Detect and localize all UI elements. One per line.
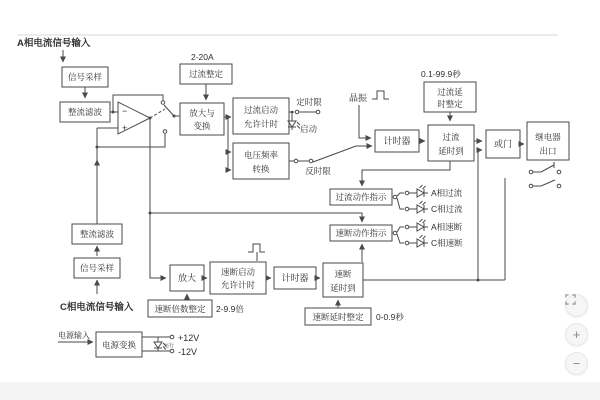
selector-arm	[313, 146, 356, 162]
phase-a-input-label: A相电流信号输入	[17, 38, 91, 49]
relay-exit-label1: 继电器	[535, 132, 561, 142]
oc-action-indicator-label: 过流动作指示	[335, 192, 387, 202]
vf-convert-label1: 电压频率	[243, 150, 279, 160]
relay-contact-icon	[529, 162, 561, 174]
qb-timer-label: 计时器	[281, 273, 309, 283]
v-plus-label: +12V	[178, 333, 200, 343]
start-led-label: 启动	[300, 124, 318, 134]
amp-convert-label1: 放大与	[189, 108, 215, 118]
fullscreen-icon	[565, 294, 576, 305]
v-minus-label: -12V	[178, 347, 198, 357]
rectify-filter-c-label: 整流滤波	[79, 229, 115, 239]
inverse-time-label: 反时限	[305, 166, 331, 176]
or-gate-label: 或门	[493, 139, 513, 149]
phase-c-chain	[60, 224, 134, 313]
signal-sample-c-label: 信号采样	[79, 263, 115, 273]
signal-sample-a-label: 信号采样	[67, 72, 103, 82]
led-icon	[413, 185, 428, 197]
vf-convert-label2: 转换	[252, 164, 270, 174]
qb-multiple-setting-label: 速断倍数整定	[154, 304, 206, 314]
fullscreen-button[interactable]	[565, 294, 588, 317]
relay-exit-label2: 出口	[539, 146, 557, 156]
oc-start-label2: 允许计时	[243, 119, 279, 129]
led-icon	[413, 201, 428, 213]
phase-c-input-label: C相电流信号输入	[60, 302, 134, 313]
zoom-out-button[interactable]: −	[565, 352, 588, 375]
oc-delay-reached-label1: 过流	[442, 132, 460, 142]
relay-contact-icon	[529, 180, 561, 188]
quick-break-chain	[148, 244, 505, 325]
oc-setting-group	[180, 52, 232, 100]
switch-control-dashed	[150, 109, 165, 118]
zoom-in-button[interactable]: +	[565, 323, 588, 346]
led-icon	[413, 219, 428, 231]
oc-start-label1: 过流启动	[243, 105, 279, 115]
oc-setting-range-label: 2-20A	[191, 52, 214, 62]
phase-a-chain	[17, 37, 110, 122]
crystal-label: 晶振	[349, 93, 368, 103]
run-led-label: 运行	[164, 343, 175, 349]
comparator-plus: +	[122, 123, 128, 133]
led-label-a-oc: A相过流	[431, 188, 463, 198]
oc-main-chain	[180, 98, 289, 179]
qb-start-label1: 速断启动	[220, 267, 256, 277]
viewer-bottom-band	[0, 382, 600, 400]
power-input-label: 电源输入	[58, 331, 90, 340]
pulse-icon	[248, 244, 265, 252]
led-label-c-qb: C相速断	[431, 238, 463, 248]
comparator-switch	[96, 95, 363, 278]
led-icon	[413, 235, 428, 247]
oc-setting-label: 过流整定	[188, 69, 224, 79]
qb-start-label2: 允许计时	[220, 280, 256, 290]
qb-delay-reached-label1: 速断	[334, 269, 352, 279]
qb-action-indicator-label: 速断动作指示	[335, 228, 387, 238]
oc-timer-chain	[349, 69, 482, 186]
qb-amp-label: 放大	[177, 273, 197, 283]
oc-delay-setting-label2: 时整定	[437, 99, 463, 109]
qb-delay-range-label: 0-0.9秒	[376, 312, 404, 322]
oc-delay-reached-label2: 延时到	[438, 146, 464, 156]
rectify-filter-a-label: 整流滤波	[67, 107, 103, 117]
led-label-a-qb: A相速断	[431, 222, 463, 232]
power-supply	[58, 330, 199, 357]
power-convert-label: 电源变换	[101, 340, 137, 350]
oc-delay-setting-label1: 过流延	[437, 87, 463, 97]
qb-multiple-range-label: 2-9.9倍	[216, 304, 244, 314]
led-label-c-oc: C相过流	[431, 204, 463, 214]
output-chain	[478, 122, 569, 280]
amp-convert-label2: 变换	[193, 121, 211, 131]
oc-timer-label: 计时器	[383, 136, 411, 146]
oc-delay-range-label: 0.1-99.9秒	[421, 69, 461, 79]
viewer-controls	[565, 294, 588, 375]
start-led-icon	[288, 118, 300, 130]
qb-delay-reached-label2: 延时到	[330, 283, 356, 293]
definite-time-label: 定时限	[296, 97, 322, 107]
qb-delay-setting-label: 速断延时整定	[312, 312, 364, 322]
pulse-icon	[372, 91, 389, 99]
comparator-minus: −	[122, 106, 128, 116]
